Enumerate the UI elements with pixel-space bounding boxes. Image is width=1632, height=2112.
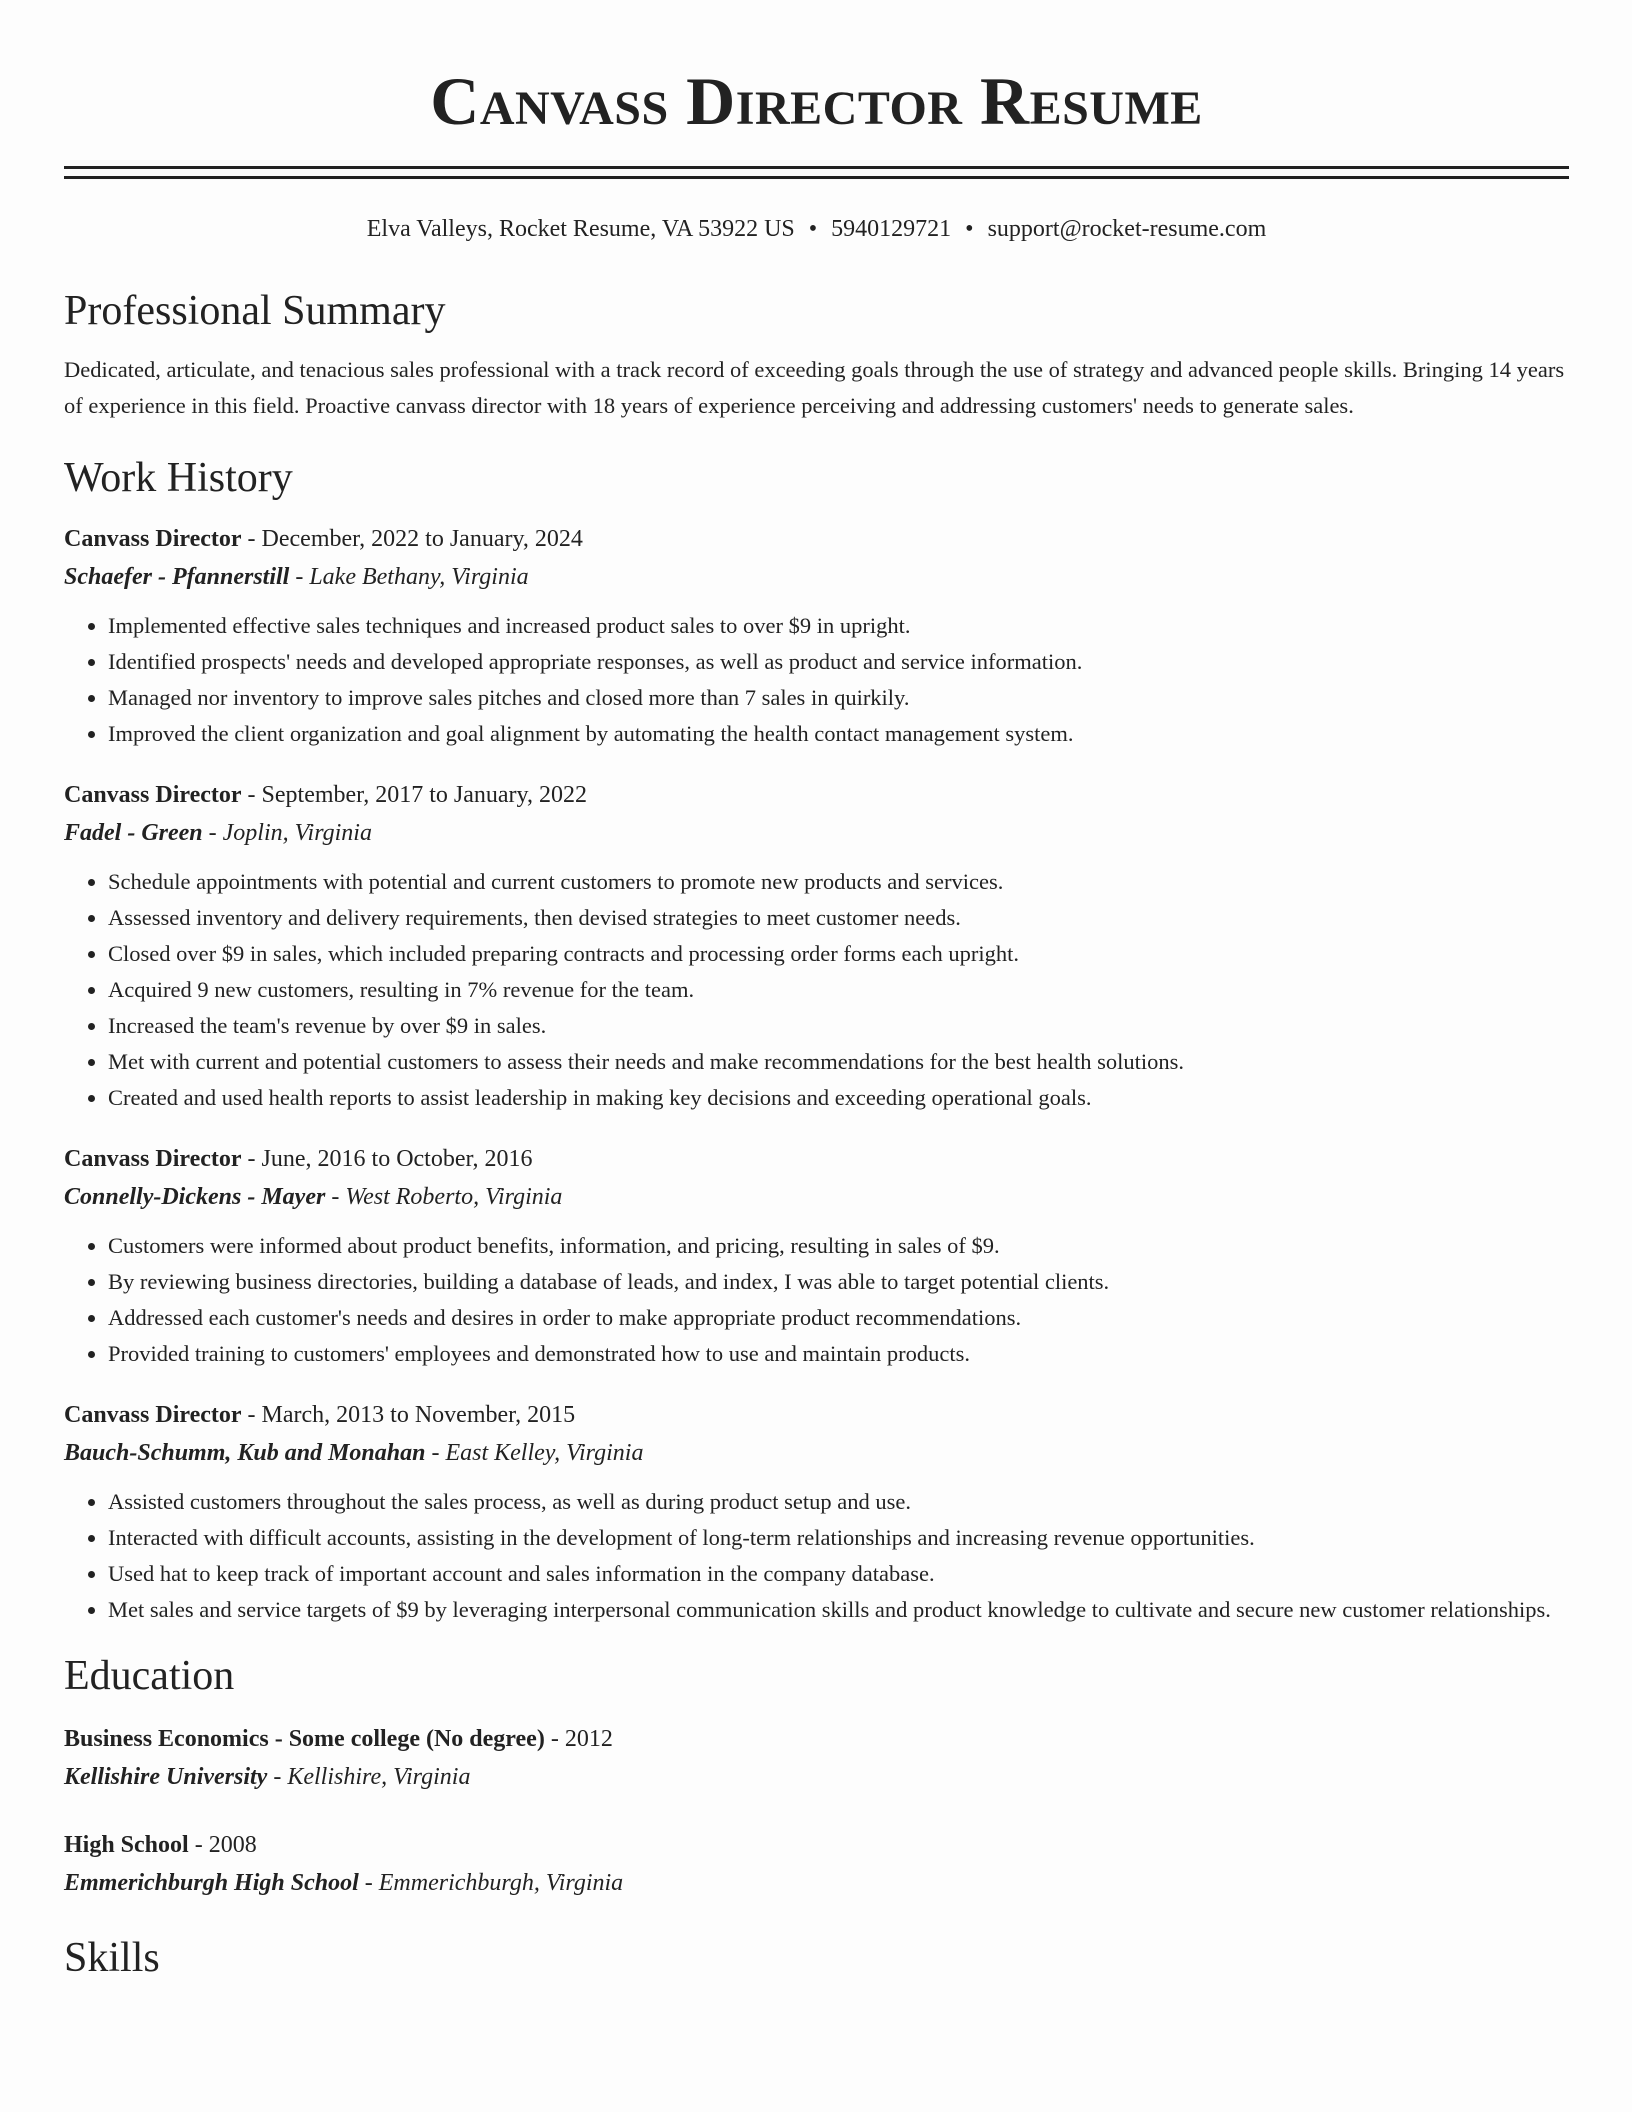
education-degree-line <box>64 1826 1569 1864</box>
education-year: 2012 <box>564 1726 613 1752</box>
job-bullet: • Assessed inventory and delivery requirements, then devised strategies to meet customer needs. <box>108 900 1569 936</box>
title-rule-bottom <box>64 176 1569 179</box>
contact-email[interactable]: support@rocket-resume.com <box>987 216 1267 242</box>
job-company-line <box>64 1178 1569 1216</box>
job-title: Canvass Director <box>64 526 242 552</box>
education-dash: - <box>267 1764 288 1790</box>
job-dates: December, 2022 to January, 2024 <box>261 526 583 552</box>
job-dash: - <box>289 564 310 590</box>
job-bullet: • By reviewing business directories, building a database of leads, and index, I was able to target potential clients. <box>108 1264 1569 1300</box>
job-bullets <box>64 864 1569 1116</box>
job-title-line <box>64 776 1569 814</box>
contact-address: Elva Valleys, Rocket Resume, VA 53922 US <box>366 216 795 242</box>
education-dash: - <box>544 1726 565 1752</box>
job-bullet: • Interacted with difficult accounts, assisting in the development of long-term relationships and increasing revenue opportunities. <box>108 1520 1569 1556</box>
title-rule-top <box>64 166 1569 169</box>
job-dash: - <box>425 1440 446 1466</box>
skills-heading: Skills <box>64 1935 160 1981</box>
job-company: Bauch-Schumm, Kub and Monahan <box>64 1440 426 1466</box>
job-bullet: • Increased the team's revenue by over $9 in sales. <box>108 1008 1569 1044</box>
education-heading: Education <box>64 1653 235 1699</box>
job-bullet: • Met sales and service targets of $9 by leveraging interpersonal communication skills and product knowledge to cultivate and secure new customer relationships. <box>108 1592 1569 1628</box>
job-entry <box>64 1140 1569 1372</box>
job-title-line <box>64 520 1569 558</box>
job-bullets <box>64 608 1569 752</box>
job-location: West Roberto, Virginia <box>345 1184 563 1210</box>
job-bullet: • Improved the client organization and goal alignment by automating the health contact management system. <box>108 716 1569 752</box>
education-dash: - <box>188 1832 209 1858</box>
job-title: Canvass Director <box>64 1146 242 1172</box>
job-bullets <box>64 1484 1569 1628</box>
job-bullet: • Managed nor inventory to improve sales pitches and closed more than 7 sales in quirkily. <box>108 680 1569 716</box>
job-bullet: • Used hat to keep track of important account and sales information in the company database. <box>108 1556 1569 1592</box>
job-company-line <box>64 814 1569 852</box>
work-history-heading: Work History <box>64 455 293 501</box>
education-entry <box>64 1720 1569 1796</box>
education-degree-line <box>64 1720 1569 1758</box>
job-title-line <box>64 1140 1569 1178</box>
job-bullet: • Customers were informed about product benefits, information, and pricing, resulting in sales of $9. <box>108 1228 1569 1264</box>
job-company-line <box>64 1434 1569 1472</box>
job-entry <box>64 520 1569 752</box>
contact-phone[interactable]: 5940129721 <box>831 216 952 242</box>
job-bullet: • Acquired 9 new customers, resulting in 7% revenue for the team. <box>108 972 1569 1008</box>
job-dates: March, 2013 to November, 2015 <box>261 1402 576 1428</box>
job-bullet: • Met with current and potential customers to assess their needs and make recommendations for the best health solutions. <box>108 1044 1569 1080</box>
summary-heading: Professional Summary <box>64 288 446 334</box>
job-dates: June, 2016 to October, 2016 <box>261 1146 533 1172</box>
job-bullet: • Closed over $9 in sales, which included preparing contracts and processing order forms each upright. <box>108 936 1569 972</box>
job-entry <box>64 1396 1569 1628</box>
education-location: Kellishire, Virginia <box>287 1764 471 1790</box>
job-title: Canvass Director <box>64 1402 242 1428</box>
job-dash: - <box>241 782 262 808</box>
contact-separator: • <box>965 216 974 242</box>
page-title: Canvass Director Resume <box>430 63 1203 139</box>
job-dash: - <box>241 1146 262 1172</box>
job-company: Schaefer - Pfannerstill <box>64 564 290 590</box>
job-bullet: • Created and used health reports to assist leadership in making key decisions and exceeding operational goals. <box>108 1080 1569 1116</box>
education-degree: High School <box>64 1832 189 1858</box>
education-dash: - <box>358 1870 379 1896</box>
job-bullet: • Assisted customers throughout the sales process, as well as during product setup and use. <box>108 1484 1569 1520</box>
job-company: Connelly-Dickens - Mayer <box>64 1184 326 1210</box>
work-history-list <box>64 520 1569 1628</box>
job-bullet: • Implemented effective sales techniques and increased product sales to over $9 in upright. <box>108 608 1569 644</box>
job-bullets <box>64 1228 1569 1372</box>
education-entry <box>64 1826 1569 1902</box>
job-bullet: • Provided training to customers' employees and demonstrated how to use and maintain products. <box>108 1336 1569 1372</box>
job-location: Lake Bethany, Virginia <box>309 564 529 590</box>
job-location: East Kelley, Virginia <box>445 1440 644 1466</box>
job-dash: - <box>202 820 223 846</box>
education-location: Emmerichburgh, Virginia <box>378 1870 624 1896</box>
job-title: Canvass Director <box>64 782 242 808</box>
job-company-line <box>64 558 1569 596</box>
contact-separator: • <box>808 216 818 242</box>
job-location: Joplin, Virginia <box>222 820 372 846</box>
job-bullet: • Addressed each customer's needs and desires in order to make appropriate product recommendations. <box>108 1300 1569 1336</box>
education-degree: Business Economics - Some college (No degree) <box>64 1726 545 1752</box>
education-school-line <box>64 1864 1569 1902</box>
job-dash: - <box>325 1184 346 1210</box>
job-dash: - <box>241 1402 262 1428</box>
contact-line <box>64 213 1569 245</box>
job-dash: - <box>241 526 262 552</box>
job-entry <box>64 776 1569 1116</box>
summary-text: Dedicated, articulate, and tenacious sales professional with a track record of exceeding goals through the use of strategy and advanced people skills. Bringing 14 years of experience in this field. Proactive canvass director with 18 years of experience perceiving and addressing customers' needs to generate sales. <box>64 357 1565 418</box>
job-bullet: • Schedule appointments with potential and current customers to promote new products and services. <box>108 864 1569 900</box>
job-company: Fadel - Green <box>64 820 203 846</box>
job-title-line <box>64 1396 1569 1434</box>
title-double-rule <box>64 166 1569 179</box>
education-school: Emmerichburgh High School <box>64 1870 359 1896</box>
education-school-line <box>64 1758 1569 1796</box>
job-dates: September, 2017 to January, 2022 <box>261 782 587 808</box>
education-year: 2008 <box>208 1832 257 1858</box>
education-school: Kellishire University <box>64 1764 268 1790</box>
job-bullet: • Identified prospects' needs and developed appropriate responses, as well as product and service information. <box>108 644 1569 680</box>
resume-content <box>64 0 1569 1984</box>
